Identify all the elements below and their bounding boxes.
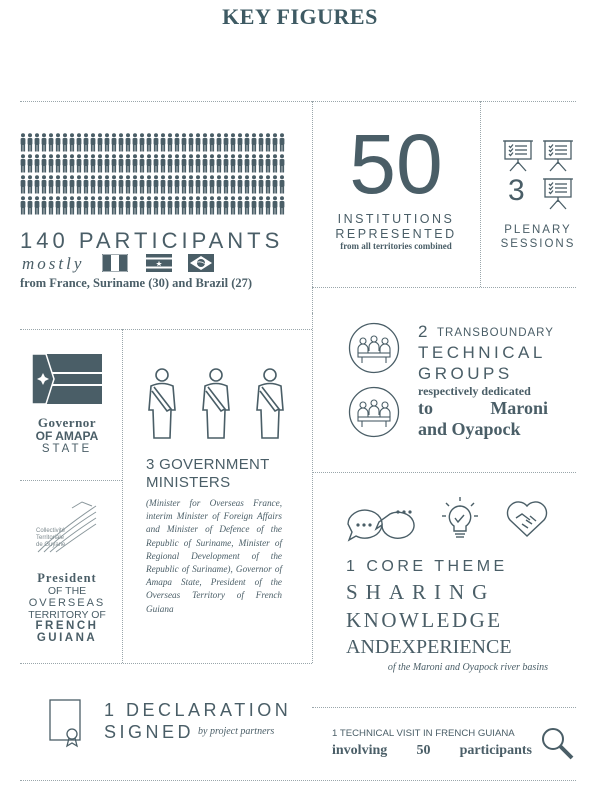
magnifier-icon (540, 726, 576, 762)
group-meeting-icon (348, 322, 400, 374)
suriname-flag-icon (146, 254, 172, 272)
core-theme-line2: KNOWLEDGE (346, 608, 503, 632)
plenary-line2: SESSIONS (500, 238, 576, 250)
group-meeting-icon (348, 386, 400, 438)
divider (312, 313, 313, 663)
governor-line1: Governor (37, 415, 97, 430)
ministers-title-line2: MINISTERS (146, 474, 231, 491)
institutions-note: from all territories combined (340, 241, 452, 251)
divider (312, 472, 576, 473)
participants-detail: from France, Suriname (30) and Brazil (27) (20, 276, 253, 290)
france-flag-icon (102, 254, 128, 272)
core-theme-line3: ANDEXPERIENCE (346, 636, 512, 658)
brazil-flag-icon (188, 254, 214, 272)
institutions-number: 50 (349, 117, 443, 211)
participants-mostly: mostly (22, 254, 85, 273)
logo-line1: Collectivité (36, 528, 66, 534)
presentation-board-icon (502, 138, 534, 177)
divider (312, 707, 576, 708)
core-theme-label: 1 CORE THEME (346, 558, 508, 575)
logo-line2: Territoriale (36, 535, 65, 541)
president-line4: TERRITORY OF (28, 609, 106, 621)
institutions-line1: INSTITUTIONS (337, 212, 455, 226)
declaration-note: by project partners (198, 726, 275, 737)
governor-line3: STATE (41, 443, 93, 455)
core-theme-note: of the Maroni and Oyapock river basins (387, 662, 548, 673)
participants-icon-grid (20, 133, 292, 217)
president-line5: FRENCH (35, 620, 99, 632)
participants-count: 140 PARTICIPANTS (20, 228, 284, 253)
visit-line2: involving 50 participants (332, 743, 532, 758)
core-theme-line1: SHARING (346, 580, 496, 604)
people-row (20, 196, 292, 215)
president-line2: OF THE (47, 585, 87, 597)
page-title: KEY FIGURES (222, 4, 378, 29)
divider (20, 780, 576, 781)
groups-label3: GROUPS (418, 364, 513, 383)
groups-label2: TECHNICAL (418, 343, 546, 362)
minister-figure-icon (200, 368, 232, 445)
declaration-line1: 1 DECLARATION (104, 700, 292, 720)
divider (20, 329, 312, 330)
president-line1: President (37, 571, 97, 585)
divider (20, 101, 576, 102)
divider (480, 101, 481, 287)
certificate-icon (48, 698, 84, 748)
divider (312, 287, 576, 288)
plenary-line1: PLENARY (504, 224, 572, 236)
divider (20, 480, 122, 481)
institutions-line2: REPRESENTED (335, 227, 457, 241)
groups-line4: to Maroni (418, 398, 548, 418)
divider (122, 329, 123, 663)
visit-line1: 1 TECHNICAL VISIT IN FRENCH GUIANA (332, 728, 515, 739)
divider (312, 101, 313, 313)
heart-handshake-icon (504, 496, 550, 540)
minister-figure-icon (146, 368, 178, 445)
lightbulb-icon (440, 496, 480, 544)
people-row (20, 154, 292, 173)
president-line6: GUIANA (36, 632, 98, 644)
amapa-flag-icon (32, 354, 102, 404)
ministers-detail: (Minister for Overseas France, interim Minister of Foreign Affairs and Minister of Defence of the Republic of Suriname, Minister of Regional Development of the Republic of Suriname), Governor of Amapa State, President of the Overseas Territory of French Guiana (146, 498, 282, 614)
people-row (20, 175, 292, 194)
logo-line3: de Guyane (36, 542, 66, 548)
people-row (20, 133, 292, 152)
groups-note: respectively dedicated (418, 384, 531, 398)
speech-bubbles-icon (346, 494, 426, 546)
groups-label1: TRANSBOUNDARY (437, 327, 554, 339)
plenary-number: 3 (508, 174, 525, 207)
groups-number: 2 (418, 322, 428, 341)
presentation-board-icon (542, 138, 574, 177)
divider (20, 663, 312, 664)
governor-line2: OF AMAPA (35, 429, 99, 443)
groups-line5: and Oyapock (418, 419, 521, 439)
ministers-title-line1: 3 GOVERNMENT (146, 456, 270, 473)
president-line3: OVERSEAS (28, 597, 106, 609)
declaration-line2: SIGNED (104, 722, 195, 742)
minister-figure-icon (254, 368, 286, 445)
presentation-board-icon (542, 176, 574, 215)
